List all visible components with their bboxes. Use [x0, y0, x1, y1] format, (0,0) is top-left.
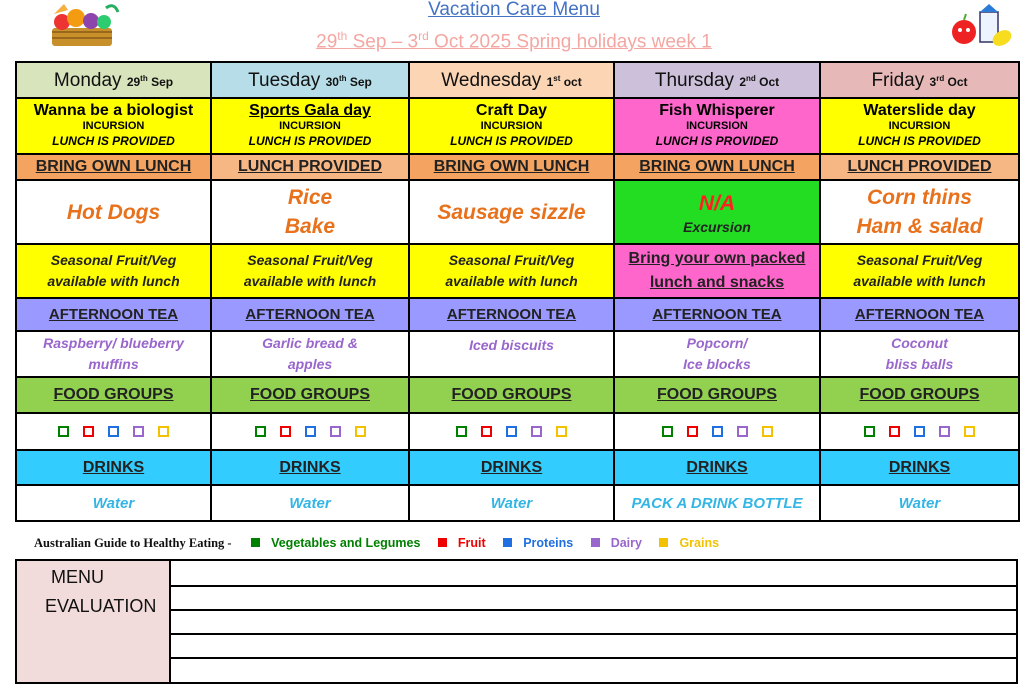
veg-square-icon[interactable] [456, 426, 467, 437]
activity-cell: Waterslide day INCURSION LUNCH IS PROVIDED [820, 98, 1019, 154]
legend-item-grains: Grains [659, 536, 719, 550]
legend-label: Australian Guide to Healthy Eating - [34, 536, 232, 550]
drinks-header: DRINKS [614, 450, 820, 485]
drinks-row [16, 485, 1019, 521]
drink-cell: Water [16, 485, 211, 521]
drink-cell: Water [409, 485, 614, 521]
meal-cell: N/A Excursion [614, 180, 820, 244]
fruit-square-icon[interactable] [687, 426, 698, 437]
meal-cell: Corn thins Ham & salad [820, 180, 1019, 244]
day-header-wednesday: Wednesday 1st oct [409, 62, 614, 98]
dairy-legend-icon [591, 538, 600, 547]
activity-title: Sports Gala day [249, 102, 371, 119]
drink-cell: PACK A DRINK BOTTLE [614, 485, 820, 521]
activity-title: Waterslide day [863, 102, 976, 119]
lunch-status-cell: BRING OWN LUNCH [16, 154, 211, 180]
activity-cell: Wanna be a biologist INCURSION LUNCH IS PROVIDED [16, 98, 211, 154]
apple-and-milk-clipart [948, 2, 1014, 48]
protein-square-icon[interactable] [108, 426, 119, 437]
activity-title: Wanna be a biologist [33, 102, 194, 119]
evaluation-line[interactable] [171, 633, 1016, 635]
meal-cell: Hot Dogs [16, 180, 211, 244]
afternoon-tea-cell: Coconut bliss balls [820, 331, 1019, 377]
protein-square-icon[interactable] [914, 426, 925, 437]
legend-item-dairy: Dairy [591, 536, 642, 550]
lunch-status-row [16, 154, 1019, 180]
afternoon-tea-header: AFTERNOON TEA [614, 298, 820, 331]
drinks-header: DRINKS [409, 450, 614, 485]
drinks-header: DRINKS [820, 450, 1019, 485]
protein-square-icon[interactable] [506, 426, 517, 437]
protein-legend-icon [503, 538, 512, 547]
day-header-thursday: Thursday 2nd Oct [614, 62, 820, 98]
food-group-checkboxes [820, 413, 1019, 450]
drink-cell: Water [820, 485, 1019, 521]
fruit-cell: Seasonal Fruit/Veg available with lunch [211, 244, 409, 298]
food-groups-row [16, 413, 1019, 450]
grain-legend-icon [659, 538, 668, 547]
grain-square-icon[interactable] [964, 426, 975, 437]
veg-legend-icon [251, 538, 260, 547]
afternoon-tea-cell: Raspberry/ blueberry muffins [16, 331, 211, 377]
dairy-square-icon[interactable] [133, 426, 144, 437]
afternoon-tea-row [16, 331, 1019, 377]
legend-item-proteins: Proteins [503, 536, 573, 550]
food-group-checkboxes [211, 413, 409, 450]
weekly-menu-table [15, 61, 1020, 522]
grain-square-icon[interactable] [556, 426, 567, 437]
veg-square-icon[interactable] [864, 426, 875, 437]
protein-square-icon[interactable] [712, 426, 723, 437]
fruit-cell: Seasonal Fruit/Veg available with lunch [16, 244, 211, 298]
grain-square-icon[interactable] [355, 426, 366, 437]
food-groups-header: FOOD GROUPS [211, 377, 409, 413]
menu-evaluation-label: MENU EVALUATION [17, 561, 171, 682]
lunch-status-cell: LUNCH PROVIDED [211, 154, 409, 180]
dairy-square-icon[interactable] [531, 426, 542, 437]
fruit-square-icon[interactable] [889, 426, 900, 437]
afternoon-tea-header: AFTERNOON TEA [409, 298, 614, 331]
activity-cell: Fish Whisperer INCURSION LUNCH IS PROVIDED [614, 98, 820, 154]
dairy-square-icon[interactable] [737, 426, 748, 437]
evaluation-line[interactable] [171, 609, 1016, 611]
evaluation-line[interactable] [171, 585, 1016, 587]
meal-cell: Sausage sizzle [409, 180, 614, 244]
healthy-eating-legend [34, 534, 733, 552]
lunch-status-cell: LUNCH PROVIDED [820, 154, 1019, 180]
evaluation-line[interactable] [171, 657, 1016, 659]
lunch-status-cell: BRING OWN LUNCH [409, 154, 614, 180]
dairy-square-icon[interactable] [330, 426, 341, 437]
fruit-cell: Seasonal Fruit/Veg available with lunch [820, 244, 1019, 298]
fruit-row [16, 244, 1019, 298]
fruit-cell: Bring your own packed lunch and snacks [614, 244, 820, 298]
food-group-checkboxes [614, 413, 820, 450]
drinks-header: DRINKS [211, 450, 409, 485]
food-groups-header: FOOD GROUPS [820, 377, 1019, 413]
afternoon-tea-header: AFTERNOON TEA [211, 298, 409, 331]
food-groups-header-row [16, 377, 1019, 413]
fruit-square-icon[interactable] [83, 426, 94, 437]
afternoon-tea-cell: Popcorn/ Ice blocks [614, 331, 820, 377]
fruit-square-icon[interactable] [481, 426, 492, 437]
veg-square-icon[interactable] [255, 426, 266, 437]
legend-item-fruit: Fruit [438, 536, 486, 550]
activity-row [16, 98, 1019, 154]
activity-cell: Craft Day INCURSION LUNCH IS PROVIDED [409, 98, 614, 154]
fruit-cell: Seasonal Fruit/Veg available with lunch [409, 244, 614, 298]
food-group-checkboxes [409, 413, 614, 450]
food-group-checkboxes [16, 413, 211, 450]
menu-title: Vacation Care Menu [428, 0, 600, 20]
meal-cell: Rice Bake [211, 180, 409, 244]
drink-cell: Water [211, 485, 409, 521]
day-header-friday: Friday 3rd Oct [820, 62, 1019, 98]
menu-evaluation-box [15, 559, 1018, 684]
day-header-tuesday: Tuesday 30th Sep [211, 62, 409, 98]
afternoon-tea-cell: Iced biscuits [409, 331, 614, 377]
afternoon-tea-header: AFTERNOON TEA [820, 298, 1019, 331]
veg-square-icon[interactable] [58, 426, 69, 437]
veg-square-icon[interactable] [662, 426, 673, 437]
protein-square-icon[interactable] [305, 426, 316, 437]
dairy-square-icon[interactable] [939, 426, 950, 437]
menu-subtitle: 29th Sep – 3rd Oct 2025 Spring holidays week 1 [316, 29, 712, 53]
day-header-monday: Monday 29th Sep [16, 62, 211, 98]
day-header-row [16, 62, 1019, 98]
lunch-status-cell: BRING OWN LUNCH [614, 154, 820, 180]
legend-item-veg: Vegetables and Legumes [251, 536, 420, 550]
grain-square-icon[interactable] [762, 426, 773, 437]
drinks-header: DRINKS [16, 450, 211, 485]
meal-row [16, 180, 1019, 244]
drinks-header-row [16, 450, 1019, 485]
activity-title: Craft Day [475, 102, 548, 119]
food-groups-header: FOOD GROUPS [16, 377, 211, 413]
food-groups-header: FOOD GROUPS [614, 377, 820, 413]
grain-square-icon[interactable] [158, 426, 169, 437]
fruit-legend-icon [438, 538, 447, 547]
fruit-square-icon[interactable] [280, 426, 291, 437]
food-groups-header: FOOD GROUPS [409, 377, 614, 413]
vegetable-basket-clipart [44, 2, 122, 48]
activity-cell: Sports Gala day INCURSION LUNCH IS PROVIDED [211, 98, 409, 154]
activity-title: Fish Whisperer [659, 102, 775, 119]
afternoon-tea-header-row [16, 298, 1019, 331]
afternoon-tea-cell: Garlic bread & apples [211, 331, 409, 377]
afternoon-tea-header: AFTERNOON TEA [16, 298, 211, 331]
